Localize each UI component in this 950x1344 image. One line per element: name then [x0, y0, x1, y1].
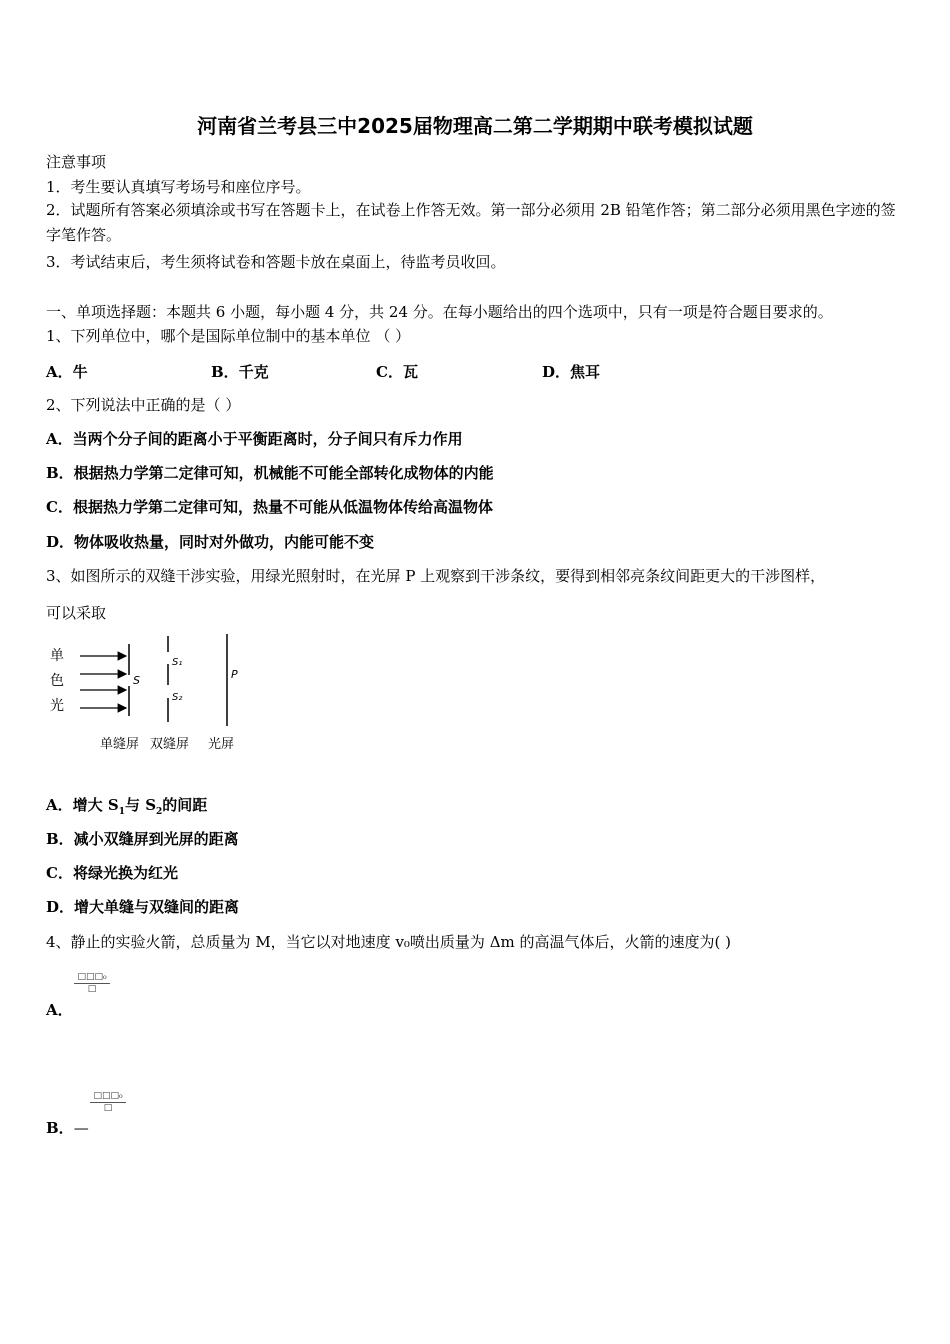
page-title: 河南省兰考县三中2025届物理高二第二学期期中联考模拟试题: [197, 114, 753, 138]
fraction-denominator: □: [103, 1103, 113, 1113]
slit-s-label: S: [133, 674, 140, 687]
q1-option-b: B．千克: [211, 363, 269, 381]
q4-option-a-fraction: [74, 972, 110, 994]
notice-item-3: 3．考试结束后，考生须将试卷和答题卡放在桌面上，待监考员收回。: [46, 253, 506, 271]
q3-stem-line2: 可以采取: [46, 604, 107, 622]
q3-option-b: B．减小双缝屏到光屏的距离: [46, 830, 239, 848]
q4-option-b-fraction: [90, 1091, 126, 1113]
q1-option-a: A．牛: [46, 363, 88, 381]
section-heading: 一、单项选择题：本题共 6 小题，每小题 4 分，共 24 分。在每小题给出的四个选项中，只有一项是符合题目要求的。: [46, 303, 833, 321]
q2-option-c: C．根据热力学第二定律可知，热量不可能从低温物体传给高温物体: [46, 498, 493, 516]
q4-option-a-label: A．: [46, 1001, 73, 1019]
screen-p-label: P: [231, 668, 238, 681]
notice-item-2: 2．试题所有答案必须填涂或书写在答题卡上，在试卷上作答无效。第一部分必须用 2B 铅笔作答；第二部分必须用黑色字迹的签字笔作答。: [46, 201, 896, 244]
q1-option-d: D．焦耳: [542, 363, 601, 381]
light-label-1: 单: [50, 648, 64, 664]
q2-option-b: B．根据热力学第二定律可知，机械能不可能全部转化成物体的内能: [46, 464, 494, 482]
q3-stem-line1: 3、如图所示的双缝干涉实验，用绿光照射时，在光屏 P 上观察到干涉条纹，要得到相邻亮条纹间距更大的干涉图样，: [46, 567, 826, 585]
fraction-denominator: □: [87, 984, 97, 994]
fraction-numerator: □□□₀: [90, 1091, 126, 1103]
notice-item-1: 1．考生要认真填写考场号和座位序号。: [46, 178, 311, 196]
slit-s2-label: S₂: [172, 692, 183, 703]
q1-stem: 1、下列单位中，哪个是国际单位制中的基本单位 （ ）: [46, 327, 411, 345]
double-slit-diagram: [40, 630, 270, 760]
screen-label-light: 光屏: [208, 737, 235, 752]
slit-s1-label: S₁: [172, 657, 183, 668]
q2-option-a: A．当两个分子间的距离小于平衡距离时，分子间只有斥力作用: [46, 430, 463, 448]
q4-stem: 4、静止的实验火箭，总质量为 M，当它以对地速度 v₀喷出质量为 Δm 的高温气体后，火箭的速度为( ): [46, 933, 731, 951]
minus-sign: —: [73, 1119, 89, 1137]
light-label-3: 光: [50, 698, 64, 714]
q2-option-d: D．物体吸收热量，同时对外做功，内能可能不变: [46, 533, 375, 551]
q3-option-d: D．增大单缝与双缝间的距离: [46, 898, 240, 916]
q1-option-c: C．瓦: [376, 363, 418, 381]
screen-label-double: 双缝屏: [150, 737, 190, 752]
q2-stem: 2、下列说法中正确的是（ ）: [46, 396, 241, 414]
q4-option-b-label: B．—: [46, 1119, 89, 1137]
q3-option-a: A．增大 $S_1$与 $S_2$的间距: [46, 796, 208, 817]
fraction-numerator: □□□₀: [74, 972, 110, 984]
notice-heading: 注意事项: [46, 153, 107, 171]
q3-option-c: C．将绿光换为红光: [46, 864, 178, 882]
light-label-2: 色: [50, 673, 64, 689]
screen-label-single: 单缝屏: [100, 737, 140, 752]
